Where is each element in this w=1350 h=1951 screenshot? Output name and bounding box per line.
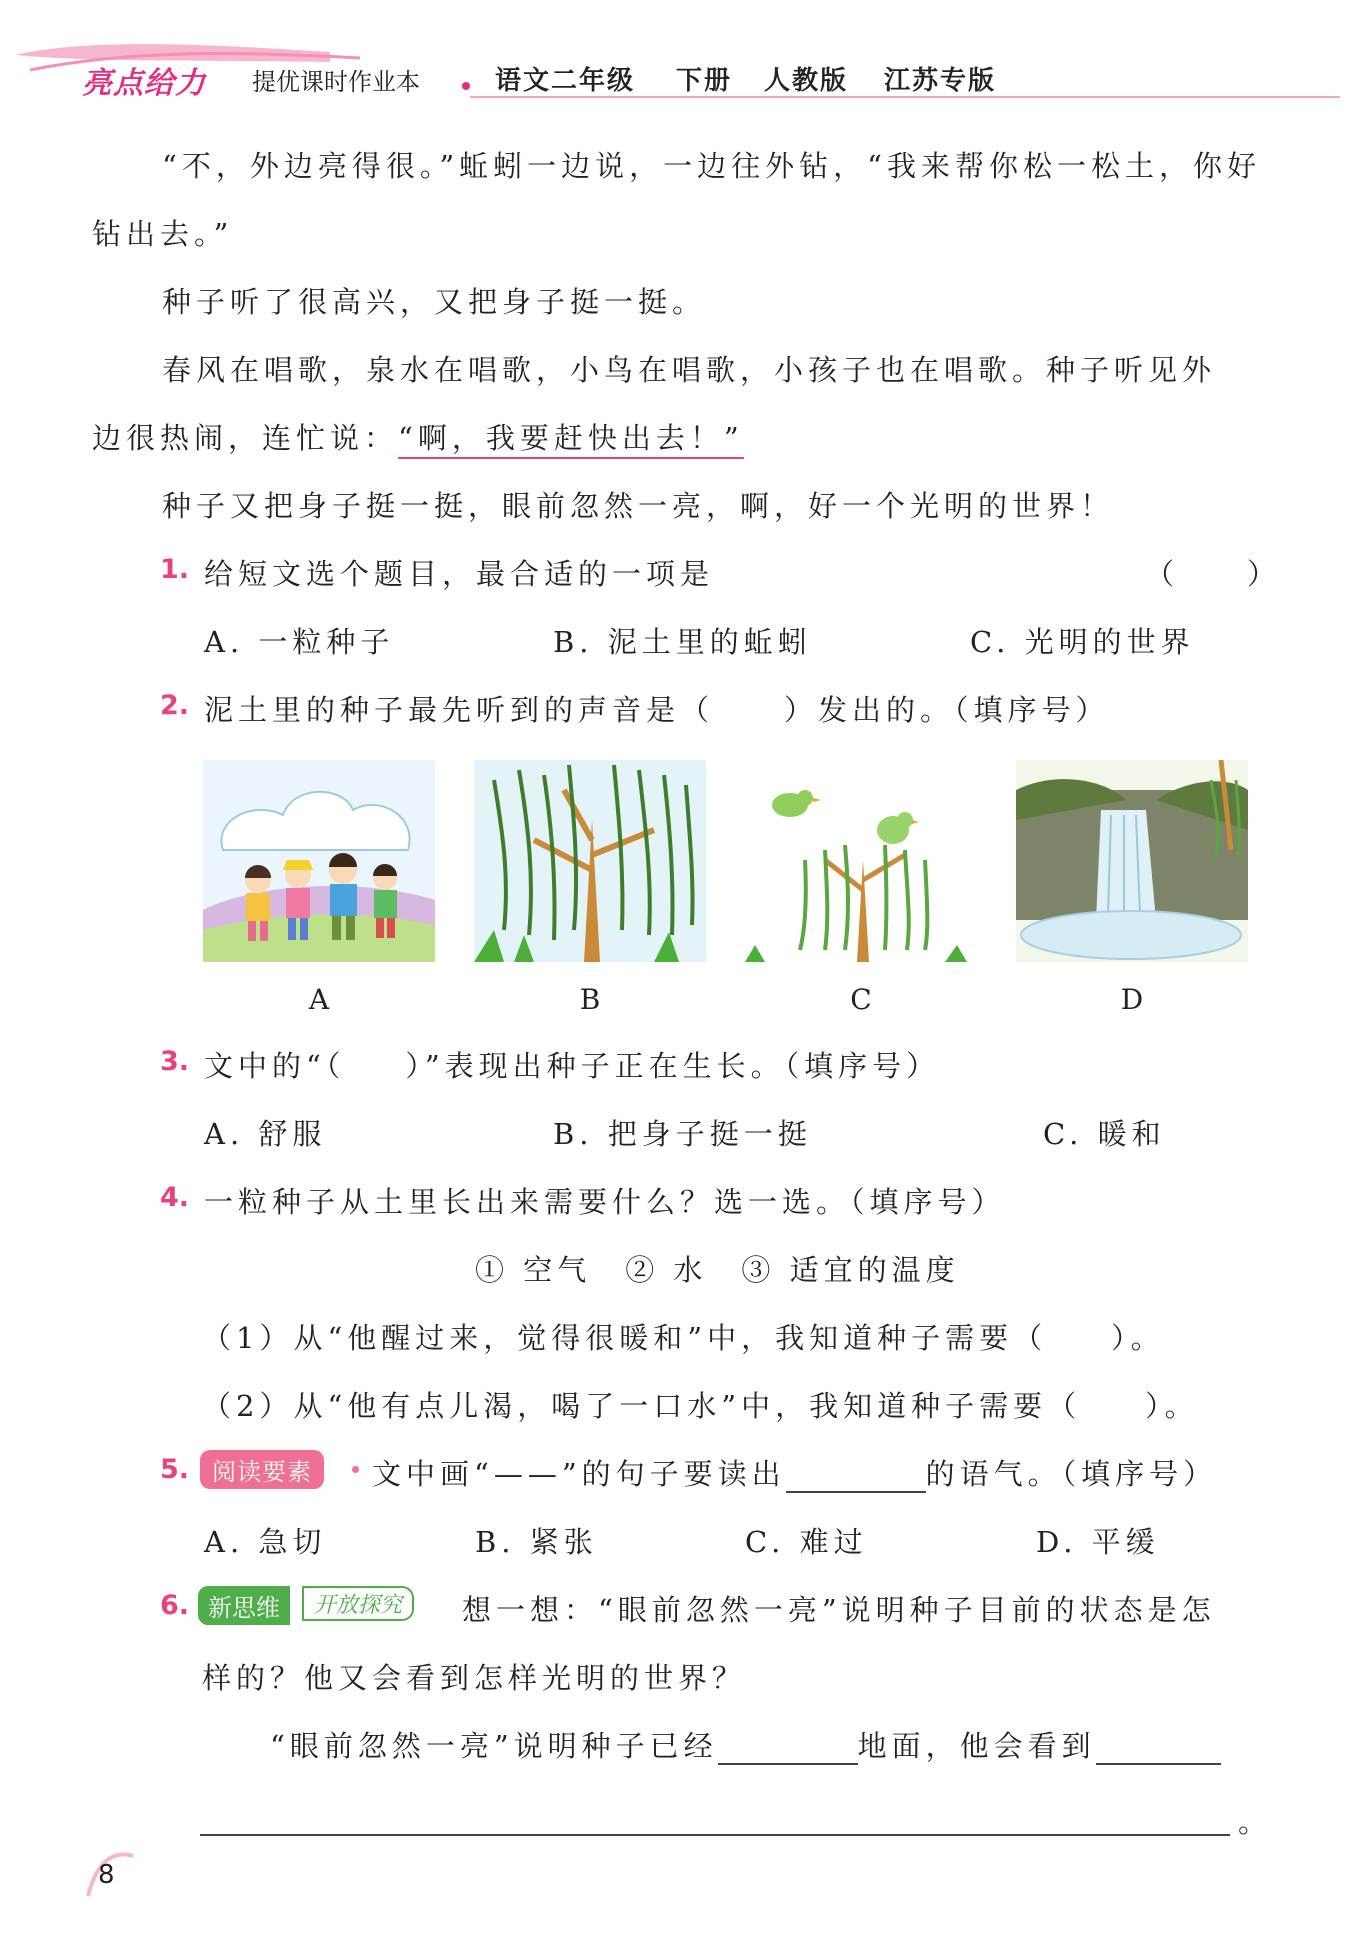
sub-question — [202, 1384, 1199, 1425]
option[interactable]: A. 一粒种子 — [204, 625, 395, 659]
picture-label: C — [850, 983, 872, 1016]
question-text — [204, 688, 1110, 729]
sub-question-pre: （1）从“他醒过来，觉得很暖和”中，我知道种子需要（ — [202, 1321, 1048, 1355]
picture-label: B — [579, 983, 601, 1016]
header-edition: 人教版 — [764, 66, 849, 96]
sub-question-post: ）。 — [1111, 1321, 1165, 1355]
question-number: 2. — [160, 690, 190, 721]
option[interactable]: C. 光明的世界 — [970, 625, 1195, 659]
answer-blank[interactable] — [786, 1491, 926, 1493]
question-number: 3. — [160, 1046, 190, 1077]
answer-line — [270, 1724, 1221, 1765]
sub-question — [202, 1316, 1165, 1357]
answer-blank[interactable] — [718, 1763, 858, 1765]
question-number: 4. — [160, 1182, 190, 1213]
question-text-post: ）”表现出种子正在生长。（填序号） — [405, 1049, 941, 1083]
answer-blank-long[interactable] — [200, 1800, 1230, 1836]
option[interactable]: C. 暖和 — [1043, 1117, 1166, 1151]
answer-end: 。 — [1238, 1805, 1273, 1839]
picture-birds-singing[interactable] — [745, 760, 977, 962]
header-grade: 语文二年级 — [495, 66, 636, 96]
reading-element-tag: 阅读要素 — [200, 1450, 324, 1489]
question-text-pre: 文中的“（ — [204, 1049, 346, 1083]
header-dot — [462, 82, 470, 90]
choice-list: ① 空气 ② 水 ③ 适宜的温度 — [475, 1253, 960, 1287]
answer-text-mid: 地面，他会看到 — [857, 1729, 1096, 1763]
question-text: 给短文选个题目，最合适的一项是 — [204, 557, 715, 591]
option[interactable]: B. 紧张 — [475, 1525, 598, 1559]
question-text: 一粒种子从土里长出来需要什么？选一选。（填序号） — [204, 1185, 1006, 1219]
header-region: 江苏专版 — [884, 66, 997, 96]
question-text: 想一想：“眼前忽然一亮”说明种子目前的状态是怎 — [462, 1593, 1216, 1627]
passage-line: “不，外边亮得很。”蚯蚓一边说，一边往外钻，“我来帮你松一松土，你好 — [162, 149, 1261, 183]
sub-question-post: ）。 — [1145, 1389, 1199, 1423]
question-text-pre: 泥土里的种子最先听到的声音是（ — [204, 693, 715, 727]
picture-spring-water[interactable] — [1016, 760, 1248, 962]
picture-children-singing[interactable] — [203, 760, 435, 962]
picture-spring-wind-willow[interactable] — [474, 760, 706, 962]
brand-logo: 亮点给力 — [82, 66, 206, 101]
question-number: 6. — [160, 1590, 190, 1621]
answer-blank[interactable] — [1096, 1763, 1221, 1765]
option[interactable]: B. 泥土里的蚯蚓 — [553, 625, 812, 659]
option[interactable]: D. 平缓 — [1036, 1525, 1160, 1559]
option[interactable]: B. 把身子挺一挺 — [553, 1117, 812, 1151]
passage-line: 春风在唱歌，泉水在唱歌，小鸟在唱歌，小孩子也在唱歌。种子听见外 — [162, 353, 1217, 387]
question-number: 5. — [160, 1454, 190, 1485]
question-text: 样的？他又会看到怎样光明的世界？ — [202, 1661, 747, 1695]
passage-line: 钻出去。” — [92, 217, 234, 251]
question-text-post: ）发出的。（填序号） — [784, 693, 1110, 727]
question-text — [204, 1044, 940, 1085]
picture-label: D — [1120, 983, 1144, 1016]
open-explore-tag: 开放探究 — [302, 1586, 414, 1621]
passage-line: 种子又把身子挺一挺，眼前忽然一亮，啊，好一个光明的世界！ — [162, 489, 1115, 523]
tag-dot — [352, 1466, 359, 1473]
new-thinking-tag: 新思维 — [198, 1586, 290, 1625]
question-number: 1. — [160, 554, 190, 585]
option[interactable]: C. 难过 — [745, 1525, 868, 1559]
passage-line — [92, 416, 744, 457]
answer-text-pre: “眼前忽然一亮”说明种子已经 — [270, 1729, 718, 1763]
option[interactable]: A. 急切 — [204, 1525, 327, 1559]
brand-subtitle: 提优课时作业本 — [252, 68, 420, 96]
option[interactable]: A. 舒服 — [204, 1117, 327, 1151]
question-text-pre: 文中画“——”的句子要读出 — [372, 1457, 786, 1491]
question-text-post: 的语气。（填序号） — [925, 1457, 1218, 1491]
picture-label: A — [308, 983, 330, 1016]
header-volume: 下册 — [676, 66, 733, 96]
page-header — [0, 0, 1350, 110]
answer-paren[interactable]: （ ） — [1145, 557, 1282, 591]
page-number: 8 — [98, 1860, 115, 1890]
passage-line: 种子听了很高兴，又把身子挺一挺。 — [162, 285, 707, 319]
header-rule — [470, 96, 1340, 98]
passage-text: 边很热闹，连忙说： — [92, 421, 399, 455]
question-text — [372, 1452, 1217, 1493]
sub-question-pre: （2）从“他有点儿渴，喝了一口水”中，我知道种子需要（ — [202, 1389, 1082, 1423]
underlined-sentence: “啊，我要赶快出去！” — [398, 421, 744, 459]
